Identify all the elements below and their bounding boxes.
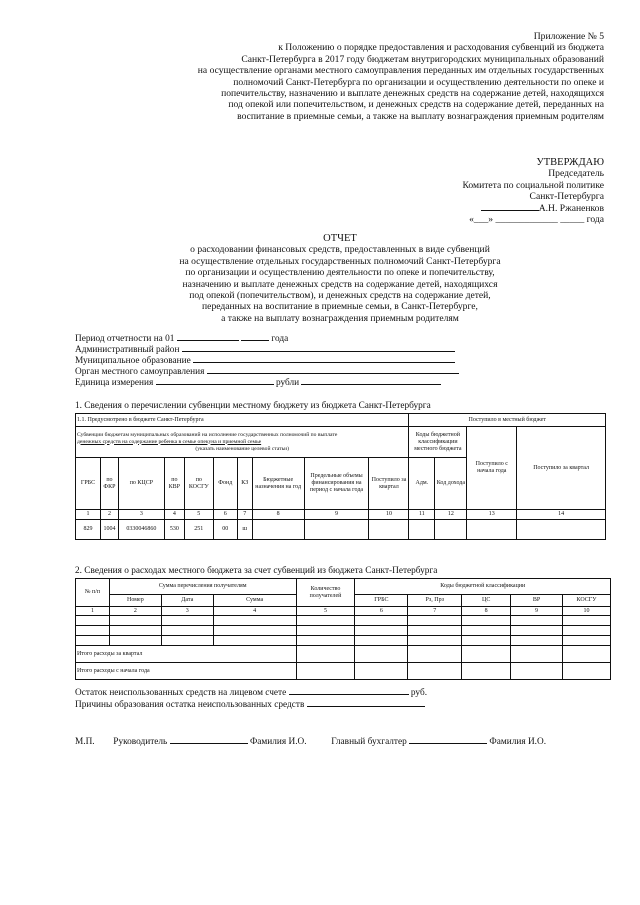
reasons-label: Причины образования остатка неиспользованных средств (75, 700, 305, 710)
num-cell: 11 (409, 510, 435, 520)
num-cell: 12 (435, 510, 467, 520)
empty-cell[interactable] (296, 636, 355, 646)
total-quarter-row (76, 646, 611, 663)
mp-label: М.П. (75, 737, 95, 747)
count-header: Количество получателей (296, 579, 355, 607)
table-row (76, 510, 606, 520)
col-sum: Сумма (213, 595, 296, 607)
quarter-header: Поступило за квартал (517, 427, 606, 510)
empty-cell[interactable] (511, 626, 563, 636)
reasons-field (75, 700, 425, 711)
col-grbs: ГРБС (76, 458, 101, 510)
section1-title: 1. Сведения о перечислении субвенции местному бюджету из бюджета Санкт-Петербурга (75, 401, 431, 411)
approve-committee: Комитета по социальной политике (462, 179, 604, 191)
num-cell: 1 (76, 607, 110, 616)
col-number: Номер (109, 595, 161, 607)
data-cell[interactable]: 829 (76, 520, 101, 540)
num-cell: 8 (252, 510, 304, 520)
num-cell: 2 (100, 510, 118, 520)
data-cell[interactable] (369, 520, 409, 540)
period-year-blank[interactable] (241, 340, 269, 341)
col-cs: ЦС (462, 595, 511, 607)
balance-field (75, 688, 427, 699)
appendix-title: Приложение № 5 (533, 31, 604, 42)
since-year-header: Поступило с начала года (467, 427, 517, 510)
data-cell[interactable] (517, 520, 606, 540)
report-heading (120, 233, 560, 324)
received-header: Поступило в местный бюджет (409, 414, 606, 427)
num-header: № п/п (76, 579, 110, 607)
section2-title: 2. Сведения о расходах местного бюджета за счет субвенций из бюджета Санкт-Петербурга (75, 566, 438, 576)
num-cell: 10 (369, 510, 409, 520)
num-cell: 6 (355, 607, 408, 616)
approve-city: Санкт-Петербурга (529, 191, 604, 203)
num-cell: 10 (562, 607, 610, 616)
num-cell: 9 (304, 510, 369, 520)
report-line: под опекой (попечительством), и денежных средств на содержание детей, (189, 290, 491, 302)
organ-blank[interactable] (207, 373, 459, 374)
col-kvr: по КВР (164, 458, 184, 510)
empty-cell[interactable] (562, 663, 610, 680)
report-line: на осуществление отдельных государственных полномочий Санкт-Петербурга (179, 255, 501, 267)
empty-cell[interactable] (76, 636, 110, 646)
approve-title: УТВЕРЖДАЮ (536, 157, 604, 168)
unit-value: рубли (275, 378, 300, 388)
total-year-label: Итого расходы с начала года (76, 663, 297, 680)
empty-cell[interactable] (296, 663, 355, 680)
empty-cell[interactable] (296, 616, 355, 626)
num-cell: 4 (164, 510, 184, 520)
accountant-signature-blank[interactable] (409, 743, 487, 744)
admin-blank[interactable] (182, 351, 455, 352)
appendix-line: полномочий Санкт-Петербурга по организации и осуществлению деятельности по опеке и (233, 76, 604, 88)
appendix-line: к Положению о порядке предоставления и расходования субвенций из бюджета (278, 42, 604, 54)
num-cell: 5 (184, 510, 213, 520)
rub-label: руб. (410, 688, 428, 698)
accountant-fio: Фамилия И.О. (489, 737, 547, 747)
data-cell[interactable] (435, 520, 467, 540)
empty-cell[interactable] (462, 636, 511, 646)
subv-desc-2: денежных средств на содержание ребенка в семье опекуна и приемной семье (77, 438, 262, 445)
empty-cell[interactable] (408, 626, 462, 636)
empty-cell[interactable] (408, 663, 462, 680)
col-income-code: Код дохода (435, 458, 467, 510)
empty-cell[interactable] (76, 626, 110, 636)
col-date: Дата (161, 595, 213, 607)
head-label: Руководитель (113, 737, 168, 747)
subvention-description (76, 427, 409, 458)
empty-cell[interactable] (511, 616, 563, 626)
col-grbs: ГРБС (355, 595, 408, 607)
num-cell: 5 (296, 607, 355, 616)
empty-cell[interactable] (462, 646, 511, 663)
empty-cell[interactable] (355, 626, 408, 636)
empty-cell[interactable] (408, 616, 462, 626)
table-row (76, 607, 611, 616)
col-kz: КЗ (237, 458, 252, 510)
period-day-blank[interactable] (177, 340, 239, 341)
empty-cell[interactable] (408, 636, 462, 646)
approve-date: «___» _____________ _____ года (469, 214, 604, 226)
empty-cell[interactable] (562, 616, 610, 626)
empty-cell[interactable] (511, 636, 563, 646)
appendix-line: воспитание в приемные семьи, а также на выплату вознаграждения приемным родителям (237, 110, 604, 122)
num-cell: 6 (213, 510, 237, 520)
report-line: назначению и выплате денежных средств на содержание детей, находящихся (182, 278, 498, 290)
appendix-line: под опекой или попечительством, и денежных средств на содержание детей, переданных на (228, 99, 604, 111)
empty-cell[interactable] (109, 616, 161, 626)
empty-cell[interactable] (462, 616, 511, 626)
empty-cell[interactable] (109, 636, 161, 646)
data-cell[interactable]: 251 (184, 520, 213, 540)
table-row (76, 636, 611, 646)
head-signature-blank[interactable] (170, 743, 248, 744)
col-fkr: по ФКР (100, 458, 118, 510)
empty-cell[interactable] (296, 646, 355, 663)
expenses-table (75, 578, 611, 680)
col-vr: ВР (511, 595, 563, 607)
num-cell: 2 (109, 607, 161, 616)
empty-cell[interactable] (213, 636, 296, 646)
approval-block (384, 157, 604, 225)
data-cell[interactable] (252, 520, 304, 540)
data-cell[interactable] (304, 520, 369, 540)
appendix-line: попечительству, назначению и выплате денежных средств на содержание детей, находящихся (221, 88, 604, 100)
data-cell[interactable]: 0330046860 (118, 520, 164, 540)
accountant-label: Главный бухгалтер (331, 737, 407, 747)
empty-cell[interactable] (511, 646, 563, 663)
planned-header: 1.1. Предусмотрено в бюджете Санкт-Петербурга (76, 414, 409, 427)
report-line: о расходовании финансовых средств, предоставленных в виде субвенций (190, 244, 490, 256)
data-cell[interactable]: ш (237, 520, 252, 540)
approve-signer: А.Н. Ржаненков (384, 203, 604, 214)
unit-blank-left[interactable] (156, 384, 274, 385)
data-cell[interactable] (467, 520, 517, 540)
head-fio: Фамилия И.О. (249, 737, 307, 747)
empty-cell[interactable] (511, 663, 563, 680)
empty-cell[interactable] (562, 636, 610, 646)
sum-header: Сумма перечисления получателям (109, 579, 296, 595)
appendix-line: Санкт-Петербурга в 2017 году бюджетам внутригородских муниципальных образований (241, 53, 604, 65)
empty-cell[interactable] (408, 646, 462, 663)
total-quarter-label: Итого расходы за квартал (76, 646, 297, 663)
organ-field (75, 367, 459, 378)
report-line: по организации и осуществлению деятельности по опеке и попечительству, (185, 267, 495, 279)
col-adm: Адм. (409, 458, 435, 510)
empty-cell[interactable] (76, 616, 110, 626)
empty-cell[interactable] (213, 626, 296, 636)
approve-position: Председатель (548, 168, 604, 180)
total-year-row (76, 663, 611, 680)
organ-label: Орган местного самоуправления (75, 367, 205, 377)
empty-cell[interactable] (161, 636, 213, 646)
empty-cell[interactable] (355, 616, 408, 626)
num-cell: 14 (517, 510, 606, 520)
empty-cell[interactable] (296, 626, 355, 636)
data-cell[interactable]: 530 (164, 520, 184, 540)
subv-hint: (указать наименование целевой статьи) (195, 445, 290, 452)
table-row (76, 520, 606, 540)
admin-field (75, 345, 455, 356)
col-fond: Фонд (213, 458, 237, 510)
num-cell: 13 (467, 510, 517, 520)
period-suffix: года (271, 334, 289, 344)
empty-cell[interactable] (355, 663, 408, 680)
empty-cell[interactable] (161, 616, 213, 626)
unit-field (75, 378, 441, 389)
table-row (76, 626, 611, 636)
report-line: а также на выплату вознаграждения приемным родителям (221, 312, 459, 324)
empty-cell[interactable] (355, 646, 408, 663)
col-limits: Предельные объемы финансирования на период с начала года (304, 458, 369, 510)
col-received-quarter: Поступило за квартал (369, 458, 409, 510)
municipal-blank[interactable] (193, 362, 455, 363)
report-title: ОТЧЕТ (323, 233, 357, 244)
data-cell[interactable]: 1004 (100, 520, 118, 540)
balance-label: Остаток неиспользованных средств на лицевом счете (75, 688, 287, 698)
num-cell: 1 (76, 510, 101, 520)
signatures-row (75, 737, 546, 748)
num-cell: 9 (511, 607, 563, 616)
codes-header: Коды бюджетной классификации местного бюджета (409, 427, 467, 458)
data-cell[interactable]: 00 (213, 520, 237, 540)
col-kosgu: КОСГУ (562, 595, 610, 607)
num-cell: 7 (408, 607, 462, 616)
empty-cell[interactable] (109, 626, 161, 636)
empty-cell[interactable] (562, 646, 610, 663)
empty-cell[interactable] (355, 636, 408, 646)
empty-cell[interactable] (462, 626, 511, 636)
unit-blank-right[interactable] (301, 384, 441, 385)
table-row (76, 616, 611, 626)
period-field (75, 334, 288, 345)
empty-cell[interactable] (213, 616, 296, 626)
admin-label: Административный район (75, 345, 180, 355)
subv-desc-1: Субвенции бюджетам муниципальных образований на исполнение государственных полномочий по выплате (77, 431, 338, 438)
col-budget: Бюджетные назначения на год (252, 458, 304, 510)
num-cell: 7 (237, 510, 252, 520)
num-cell: 3 (118, 510, 164, 520)
reasons-blank[interactable] (307, 706, 425, 707)
balance-blank[interactable] (289, 694, 409, 695)
codes-header: Коды бюджетной классификации (355, 579, 611, 595)
subvention-table (75, 413, 606, 540)
period-label: Период отчетности на 01 (75, 334, 175, 344)
col-kcsr: по КЦСР (118, 458, 164, 510)
municipal-field (75, 356, 455, 367)
col-rz: Рз, Прз (408, 595, 462, 607)
appendix-block (84, 31, 604, 122)
empty-cell[interactable] (161, 626, 213, 636)
empty-cell[interactable] (562, 626, 610, 636)
col-kosgu: по КОСГУ (184, 458, 213, 510)
unit-label: Единица измерения (75, 378, 154, 388)
num-cell: 4 (213, 607, 296, 616)
num-cell: 8 (462, 607, 511, 616)
appendix-line: на осуществление органами местного самоуправления переданных им отдельных государственных (197, 65, 604, 77)
report-line: переданных на воспитание в приемные семьи, в Санкт-Петербурге, (202, 301, 478, 313)
data-cell[interactable] (409, 520, 435, 540)
num-cell: 3 (161, 607, 213, 616)
municipal-label: Муниципальное образование (75, 356, 191, 366)
empty-cell[interactable] (462, 663, 511, 680)
